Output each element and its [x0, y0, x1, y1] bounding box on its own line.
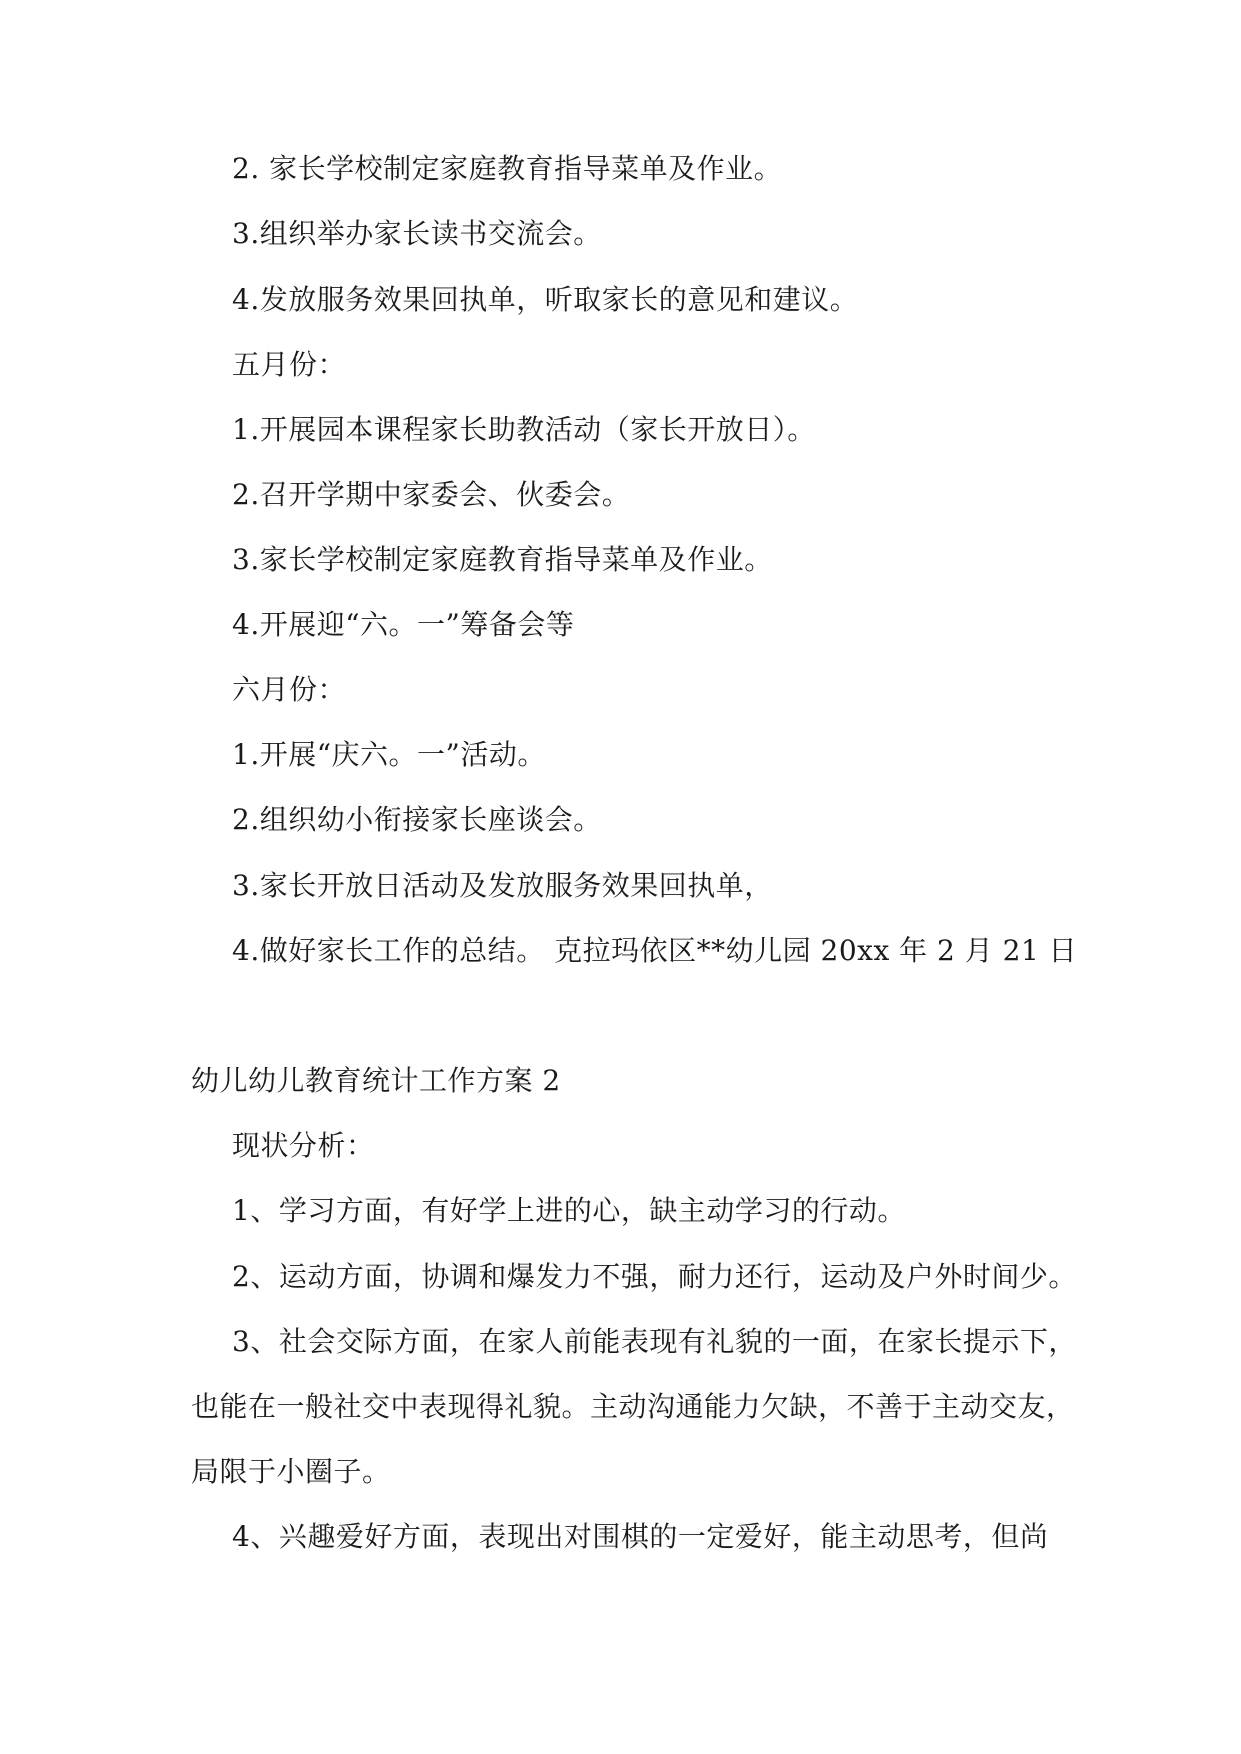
paragraph-line: 2.组织幼小衔接家长座谈会。	[232, 803, 602, 836]
paragraph-line: 2、运动方面，协调和爆发力不强，耐力还行，运动及户外时间少。	[232, 1260, 1077, 1293]
paragraph-line: 3、社会交际方面，在家人前能表现有礼貌的一面，在家长提示下，	[232, 1325, 1077, 1358]
paragraph-line: 1.开展园本课程家长助教活动（家长开放日）。	[232, 413, 816, 446]
paragraph-line: 1.开展“庆六。一”活动。	[232, 738, 546, 771]
paragraph-line: 现状分析：	[232, 1129, 375, 1162]
section-title: 幼儿幼儿教育统计工作方案 2	[191, 1064, 561, 1097]
paragraph-line: 3.家长开放日活动及发放服务效果回执单，	[232, 869, 773, 902]
paragraph-line: 局限于小圈子。	[191, 1455, 391, 1488]
paragraph-line: 4.发放服务效果回执单，听取家长的意见和建议。	[232, 283, 859, 316]
paragraph-line: 也能在一般社交中表现得礼貌。主动沟通能力欠缺，不善于主动交友，	[191, 1390, 1075, 1423]
paragraph-line: 2.召开学期中家委会、伙委会。	[232, 478, 631, 511]
paragraph-line: 4.做好家长工作的总结。 克拉玛依区**幼儿园 20xx 年 2 月 21 日	[232, 934, 1078, 967]
month-heading: 六月份：	[232, 673, 347, 706]
paragraph-line: 3.组织举办家长读书交流会。	[232, 217, 602, 250]
paragraph-line: 3.家长学校制定家庭教育指导菜单及作业。	[232, 543, 773, 576]
month-heading: 五月份：	[232, 348, 347, 381]
paragraph-line: 4.开展迎“六。一”筹备会等	[232, 608, 575, 641]
paragraph-line: 2. 家长学校制定家庭教育指导菜单及作业。	[232, 152, 783, 185]
paragraph-line: 4、兴趣爱好方面，表现出对围棋的一定爱好，能主动思考，但尚	[232, 1520, 1049, 1553]
paragraph-line: 1、学习方面，有好学上进的心，缺主动学习的行动。	[232, 1194, 906, 1227]
